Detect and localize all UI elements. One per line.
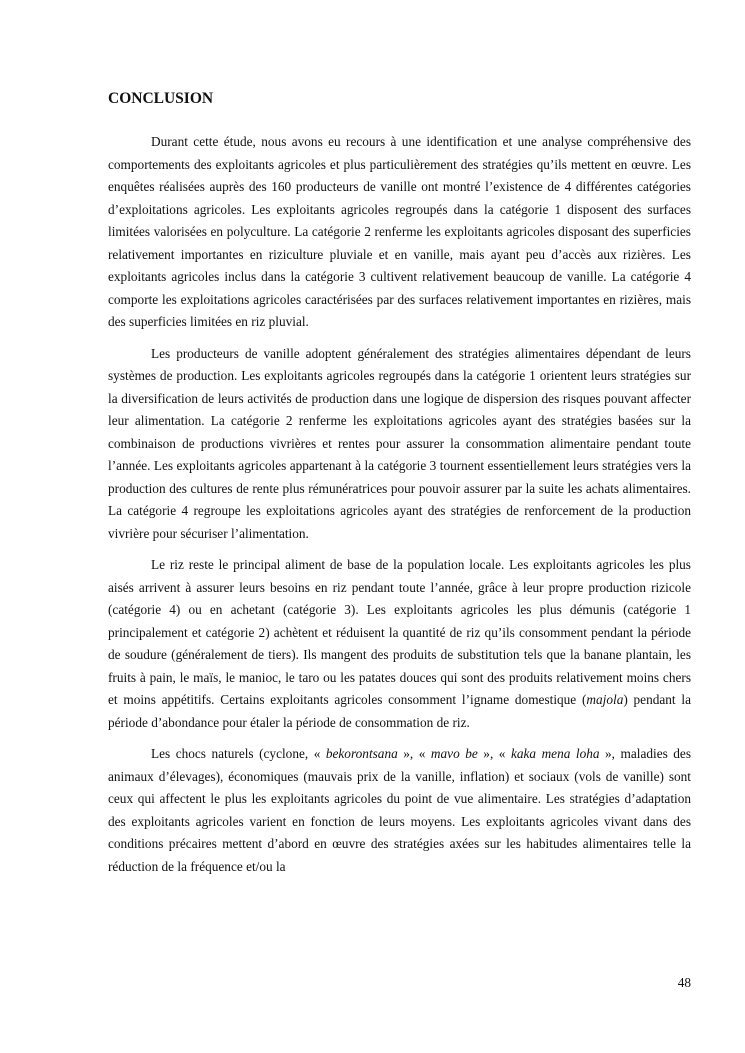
text-run: Les producteurs de vanille adoptent généralement des stratégies alimentaires dépendant de leurs systèmes de production. Les exploitants agricoles regroupés dans la catégorie 1 orientent leurs stratégies sur la diversification de leurs activités de production dans une logique de dispersion des risques pouvant affecter leur alimentation. La catégorie 2 renferme les exploitations agricoles ayant des stratégies basées sur la combinaison de productions vivrières et rentes pour assurer la consommation alimentaire pendant toute l’année. Les exploitants agricoles appartenant à la catégorie 3 tournent essentiellement leurs stratégies vers la production des cultures de rente plus rémunératrices pour pouvoir assurer par la suite les achats alimentaires. La catégorie 4 regroupe les exploitations agricoles ayant des stratégies de renforcement de la production vivrière pour sécuriser l’alimentation. xyxy=(108,345,691,541)
paragraph xyxy=(108,131,691,334)
text-run: Durant cette étude, nous avons eu recours à une identification et une analyse compréhensive des comportements des exploitants agricoles et plus particulièrement des stratégies qu’ils mettent en œuvre. Les enquêtes réalisées auprès des 160 producteurs de vanille ont montré l’existence de 4 différentes catégories d’exploitations agricoles. Les exploitants agricoles regroupés dans la catégorie 1 disposent des surfaces limitées valorisées en polyculture. La catégorie 2 renferme les exploitants agricoles disposant des superficies relativement importantes en riziculture pluviale et en vanille, mais ayant peu d’accès aux rizières. Les exploitants agricoles inclus dans la catégorie 3 cultivent relativement beaucoup de vanille. La catégorie 4 comporte les exploitations agricoles caractérisées par des surfaces relativement importantes en rizières, mais des superficies limitées en riz pluvial. xyxy=(108,134,691,329)
page-number: 48 xyxy=(677,975,691,990)
text-run: », maladies des animaux d’élevages), économiques (mauvais prix de la vanille, inflation) et sociaux (vols de vanille) sont ceux qui affectent le plus les exploitants agricoles du point de vue alimentaire. Les stratégies d’adaptation des exploitants agricoles varient en fonction de leurs moyens. Les exploitants agricoles vivant dans des conditions précaires mettent d’abord en œuvre des stratégies axées sur les habitudes alimentaires telle la réduction de la fréquence et/ou la xyxy=(108,746,691,874)
text-run: Les chocs naturels (cyclone, « xyxy=(151,746,326,761)
text-run: », « xyxy=(397,746,431,761)
document-page xyxy=(108,88,691,887)
text-run: », « xyxy=(477,746,511,761)
paragraph xyxy=(108,343,691,546)
italic-term: majola xyxy=(586,692,624,707)
text-run: Le riz reste le principal aliment de base de la population locale. Les exploitants agricoles les plus aisés arrivent à assurer leurs besoins en riz pendant toute l’année, grâce à leur propre production rizicole (catégorie 4) ou en achetant (catégorie 3). Les exploitants agricoles les plus démunis (catégorie 1 principalement et catégorie 2) achètent et réduisent la quantité de riz qu’ils consomment pendant la période de soudure (généralement de tiers). Ils mangent des produits de substitution tels que la banane plantain, les fruits à pain, le maïs, le manioc, le taro ou les patates douces qui sont des produits relativement moins chers et moins appétitifs. Certains exploitants agricoles consomment l’igname domestique ( xyxy=(108,557,691,707)
text-run: ) pendant la période d’abondance pour étaler la période de consommation de riz. xyxy=(108,692,691,730)
section-heading: CONCLUSION xyxy=(108,90,214,107)
italic-term: bekorontsana xyxy=(325,746,398,761)
italic-term: kaka mena loha xyxy=(510,746,600,761)
italic-term: mavo be xyxy=(430,746,478,761)
paragraph xyxy=(108,554,691,734)
paragraph xyxy=(108,743,691,878)
